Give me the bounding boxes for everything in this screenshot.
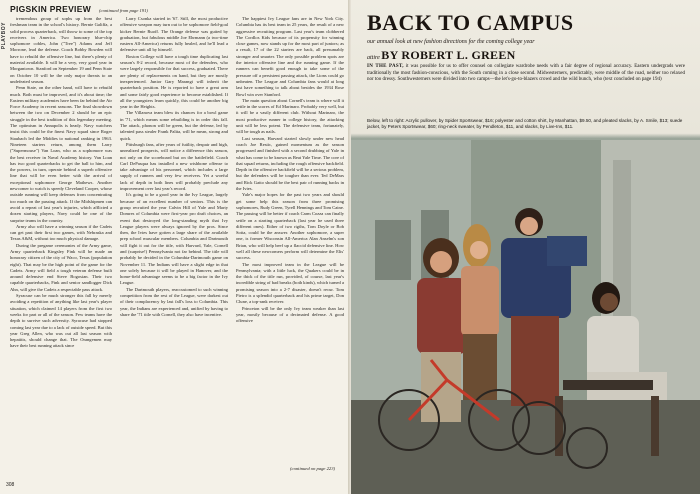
photo-caption: Below, left to right: Acrylic pullover, by Spider Sportswear, $16; polyester and cotton shirt, by Manhattan, $9.50, and pleated slacks, by A. Smile, $13; suede jacket, by Peters Sportswear, $60; ring-neck sweater, by Pendleton, $11, and slacks, by Live-Ins, $11. xyxy=(367,118,683,129)
article-subhead: our annual look at new fashion directions for the coming college year xyxy=(367,39,535,45)
page-header xyxy=(10,4,345,14)
intro-lead: IN THE PAST, xyxy=(367,64,404,69)
paragraph: It's going to be a good year in the Ivy League, largely because of an excellent number of seniors. This is the group recruited the year Calvin Hill of Yale and Marty Domres of Columbia were first-year pro draft choices, an event that destroyed the long-standing myth that Ivy League players were always ignored by the pros. Since then, the Ivies have gotten a large share of the available prep school muscular members. Columbia and Dartmouth will fight it out for the title, with Harvard, Yale, Cornell and (surprise!) Pennsylvania not far behind. The title will probably be decided in the Columbia-Dartmouth game on November 11. The Indians will have a slight edge in that one solely because it will be played in Hanover, and the home-field advantage seems to be a big factor in the Ivy League. xyxy=(120,192,228,286)
right-page xyxy=(351,0,700,494)
headline-block xyxy=(367,12,677,63)
paragraph: The main question about Cornell's team is where will it settle in the scores of Ed Marinaro. Probably very well, but it will be a vastly different club. Without Marinaro, the most productive runner in college history, the attacking unit will be less potent. The defensive team, fortunately, will be tough as nails. xyxy=(236,97,344,135)
paragraph: The happiest Ivy League fans are in New York City. Columbia has its best team in 25 years, the result of a new aggressive recruiting program. Last year's team clobbered The Cordlos Kids because of its propensity for winning close games, now stands up for the most part of juniors; as a result, 17 of the 22 starters are back, all presumably stronger and smarter. The only possible problem spots are the interior offensive line and the running game. If the runners can benefit good enough to take some of the pressure off a persistent passing attack, the Lions could go unbeaten. The League and Columbia fans would at long last have something to talk about besides the 1934 Rose Bowl win over Stanford. xyxy=(236,16,344,97)
byline-author: BY ROBERT L. GREEN xyxy=(381,48,516,62)
intro-body: it was possible for us to offer counsel on collegiate wardrobe needs with a fair degree of regional accuracy. Eastern undergrads were traditionally the most fashion-conscious, with the South coming in a close second. Midwesterners, predictably, were middle of the road, neither too relaxed nor too dressy. Southwesterners were divided into two camps—the let's-go-to-blazers crowd and the wild bunch, who (text concluded on page 194) xyxy=(367,64,685,83)
continued-from-note: (continued from page 191) xyxy=(99,8,148,13)
paragraph: Army also will have a winning season if the Cadets can get past their first two games, with Nebraska and Texas A&M, without too much physical damage. xyxy=(10,223,112,242)
paragraph: Princeton will be the only Ivy team weaker than last year, mostly because of a decimated defense. A good offensive xyxy=(236,305,344,324)
paragraph: Pittsburgh fans, after years of futility, despair and high, unrealized prospects, will notice a difference this season, not only on the scoreboard but on the battlefield. Coach Carl DePasqua has installed a new wishbone offense to take advantage of his personnel, which includes a large supply of runners and very few receivers. Yet a woeful lack of depth in both lines will probably preclude any improvement over last year's record. xyxy=(120,141,228,192)
article-headline: BACK TO CAMPUS xyxy=(367,10,574,35)
paragraph: The most improved team in the League will be Pennsylvania; with a little luck, the Quakers could be in the thick of the title run, provided, of course, last year's incredible string of bad breaks (both kinds), which turned a promising season into a 2-7 disaster, doesn't recur. Tom Pietro is a splendid quarterback and his prime target, Don Clune, a top-rank receiver. xyxy=(236,261,344,305)
article-column-3 xyxy=(236,16,344,474)
paragraph: Larry Csonka started in '67. Still, the most productive offensive weapon may turn out to be sophomore field-goal kicker Bernie Ruoff. The Orange defense was gutted by graduation, but fabulous middle Joe Ehrmann (a two-time eastern All-America) returns fully healed, and he'll lead a defensive unit all by himself. xyxy=(120,16,228,53)
paragraph: The Dartmouth players, reaccustomed to such winning competition from the rest of the League, were darkest out of their complacency by last fall's loss to Columbia. This year, the Indians are experienced and, unified by having to share the '71 title with Cornell, they also have incentive. xyxy=(120,286,228,317)
section-title: PIGSKIN PREVIEW xyxy=(10,4,92,14)
paragraph: During the pregame ceremonies of the Army game, Army quarterback Kingsley Fink will be made an honorary citizen of the city of Waco, Texas (population eight). That may be the high point of the game for the Cadets. Army will field a tough veteran defense built around defensive end Steve Bogosian. Their two capable quarterbacks, Fink and senior sandlogger Dick Ahn, will give the Cadets a respectable pass attack. xyxy=(10,242,112,292)
article-byline xyxy=(367,48,677,63)
paragraph: Boston College will have a tough time duplicating last season's 8-2 record, because most of the defenders, who were largely responsible for that success, graduated. There are plenty of replacements on hand, but they are mostly inexperienced. Junior Gary Marangi will inherit the quarterback position. He is reported to have a great arm and some fairly good experience to become established. If all the youngsters learn quickly, this could be another big year in the Heights. xyxy=(120,53,228,110)
paragraph: Syracuse can be much stronger this fall by merely avoiding a repetition of anything like last year's player situation, which claimed 14 players from the first two weeks for part or all of the season. Few teams have the depth to survive such adversity. Syracuse had stopped coming last year due to a lack of outside speed. But this year Greg Allen, who was out all last season with hepatitis, should change that. The Orangemen may have their best running attack since xyxy=(10,293,112,349)
magazine-side-label: PLAYBOY xyxy=(1,22,7,50)
article-column-2 xyxy=(120,16,228,474)
paragraph: Last season, Harvard started slowly under new head coach Joe Restic, gained momentum as the season progressed and finished with a second drubbing of Yale in what has come to be known as Beat Yale Time. The core of that squad returns, including the rough offensive backfield. Depth in the offensive backfield will be a serious problem, but the defenders will be tougher than ever. Ted DeMars and Rick Gatto should be the best pair of running backs in the Ivies. xyxy=(236,135,344,192)
article-column-1 xyxy=(10,16,112,474)
byline-prefix: attire xyxy=(367,55,380,61)
left-page xyxy=(0,0,349,494)
article-intro xyxy=(367,64,685,84)
paragraph: Penn State, on the other hand, will have to rebuild much. Both must be improved, and it's about time; the Eastern military academies have been far behind the Air Force Academy in recent seasons. The final showdown between the two on December 2 should be an epic struggle in the best tradition of this legendary meeting. The optimism in Annapolis is heady. Navy watchers insist this could be the finest Navy squad since Roger Staubach led the Middies to national ranking in 1963. Nineteen starters return, among them Larry ("Supermouse") Van Loan, who as a sophomore was the best receiver in Naval Academy history. Van Loan has two good quarterbacks to get the ball to him, and the powers, in turn, operate behind a superb offensive line that will be even better with the arrival of exceptional sophomore George Mathews. Another newcomer to watch is speedy Cleveland Cooper, whose outside running will keep defenses from concentrating too much on the passing attack. If the Midshipmen can avoid a repeat of last year's injuries, which afflicted a dozen starting players, Navy could be one of the surprise teams in the country. xyxy=(10,85,112,223)
paragraph: The Villanova team blew its chances for a bowl game in '71, which means some rebuilding is in order this fall. The attack, phonon will be green, but the defense, led by talented pass stealer Frank Palita, will be mean, strong and quick. xyxy=(120,110,228,141)
page-number: 308 xyxy=(6,482,15,488)
continued-on-note: (continued on page 223) xyxy=(290,466,336,471)
paragraph: tremendous group of sophs up from the best freshman team in the school's history. Bernie Galiffa, a solid process quarterback, will throw to some of the top receivers in America. Two honorary blue-chip sophomore cobles, John ("Tree") Adams and Jeff Morrone, lead the defense. Coach Bobby Bowden will have to rebuild the offensive line, but there's plenty of material available. It will be a very, very good year in Morgantown. Stanford on September 19 and Penn State on October 10 will be the only major threats to an undefeated season. xyxy=(10,16,112,84)
paragraph: Yale's major hopes for the past two years and should get some help this season from three promising sophomores, Rudy Green, Tyrell Hennings and Tom Caine. The passing will be better if coach Carm Cozza can finally settle on a starting quarterback (last year he used three different ones). Either of two rigths, Tom Doyle or Bob Sotta, could be the answer. Another sophomore, a super one, is former Wisconsin All-America Alan Anselm's son Brian, who will help beef up a flaccid defensive line. How well all these newcomers perform will determine the Elis' success. xyxy=(236,192,344,261)
